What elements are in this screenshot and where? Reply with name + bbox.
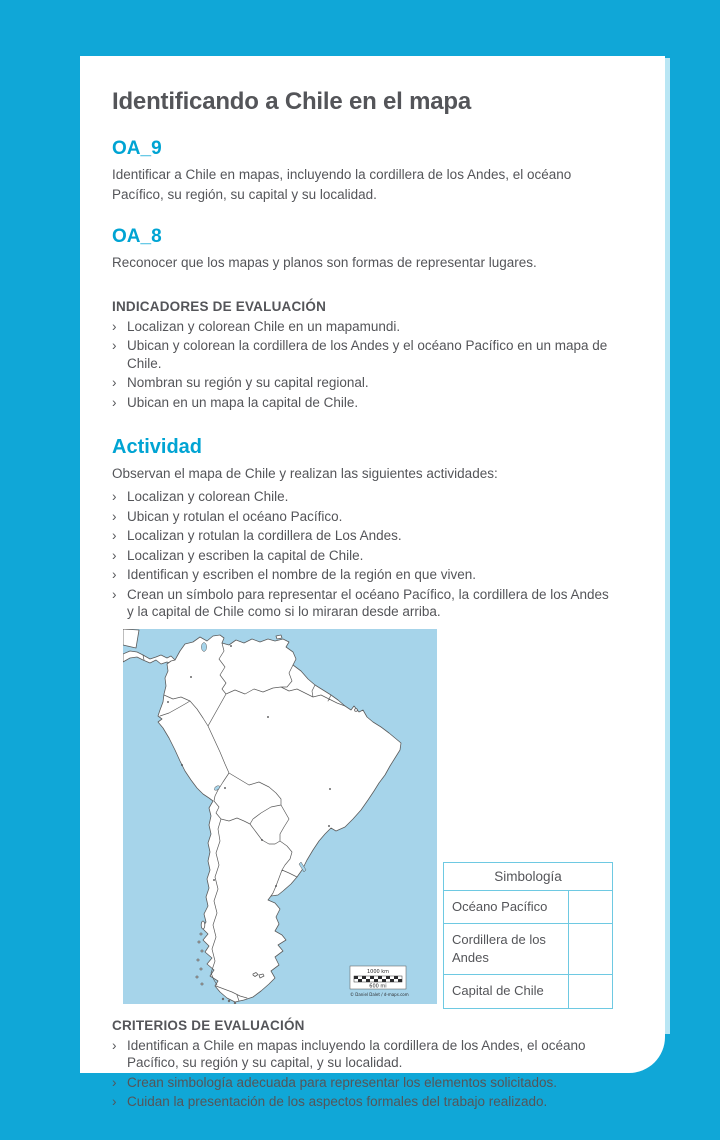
list-item-text: Identifican a Chile en mapas incluyendo la cordillera de los Andes, el océano Pacífico, su región y su capital, y su localidad. (127, 1037, 586, 1071)
list-item (112, 1074, 612, 1092)
actividad-list (112, 488, 612, 621)
oa8-description: Reconocer que los mapas y planos son formas de representar lugares. (112, 255, 537, 271)
list-item (112, 566, 612, 584)
list-item (112, 527, 612, 545)
list-item-text: Localizan y escriben la capital de Chile. (127, 547, 364, 563)
list-item-text: Localizan y colorean Chile. (127, 488, 289, 504)
page-title: Identificando a Chile en el mapa (112, 88, 472, 115)
chevron-bullet-icon: › (112, 567, 117, 583)
chevron-bullet-icon: › (112, 1037, 117, 1053)
chevron-bullet-icon: › (112, 394, 117, 410)
list-item (112, 374, 612, 392)
chevron-bullet-icon: › (112, 528, 117, 544)
criterios-heading: CRITERIOS DE EVALUACIÓN (112, 1017, 305, 1033)
list-item-text: Ubican en un mapa la capital de Chile. (127, 394, 359, 410)
list-item-text: Localizan y rotulan la cordillera de Los Andes. (127, 528, 402, 544)
chevron-bullet-icon: › (112, 338, 117, 354)
list-item (112, 1093, 612, 1111)
list-item-text: Crean simbología adecuada para representar los elementos solicitados. (127, 1074, 557, 1090)
table-row (444, 924, 613, 975)
oa9-description: Identificar a Chile en mapas, incluyendo la cordillera de los Andes, el océano Pacífico, su región, su capital y su localidad. (112, 167, 572, 202)
table-row (444, 890, 613, 923)
chevron-bullet-icon: › (112, 488, 117, 504)
list-item-text: Identifican y escriben el nombre de la región en que viven. (127, 567, 476, 583)
south-america-map (123, 629, 437, 1004)
simbologia-header: Simbología (444, 862, 613, 890)
oa9-heading: OA_9 (112, 138, 162, 159)
table-row (444, 975, 613, 1008)
symbol-drawing-cell (569, 924, 613, 975)
list-item (112, 547, 612, 565)
list-item (112, 488, 612, 506)
central-america-corner (123, 629, 139, 648)
symbol-drawing-cell (569, 890, 613, 923)
criterios-list (112, 1037, 612, 1111)
actividad-heading: Actividad (112, 436, 203, 459)
scale-bar (350, 966, 406, 990)
map-credit: © Daniel Dalet / d-maps.com (350, 991, 409, 997)
symbol-drawing-cell (569, 975, 613, 1008)
list-item-text: Crean un símbolo para representar el océano Pacífico, la cordillera de los Andes y la capital de Chile como si lo miraran desde arriba. (127, 586, 609, 620)
chevron-bullet-icon: › (112, 1074, 117, 1090)
indicadores-list (112, 318, 612, 412)
list-item (112, 394, 612, 412)
chevron-bullet-icon: › (112, 318, 117, 334)
chevron-bullet-icon: › (112, 586, 117, 602)
list-item-text: Localizan y colorean Chile en un mapamundi. (127, 318, 401, 334)
symbol-label: Océano Pacífico (444, 890, 569, 923)
list-item-text: Ubican y rotulan el océano Pacífico. (127, 508, 343, 524)
list-item-text: Cuidan la presentación de los aspectos formales del trabajo realizado. (127, 1094, 548, 1110)
list-item (112, 318, 612, 336)
lake-maracaibo (201, 642, 206, 651)
worksheet-page (80, 56, 665, 1110)
list-item-text: Nombran su región y su capital regional. (127, 375, 369, 391)
scale-mi-label: 600 mi (369, 983, 387, 990)
simbologia-table (443, 862, 613, 1009)
chevron-bullet-icon: › (112, 375, 117, 391)
list-item (112, 337, 612, 372)
list-item (112, 508, 612, 526)
simbologia-rows (444, 890, 613, 1008)
list-item (112, 1037, 612, 1072)
chevron-bullet-icon: › (112, 1094, 117, 1110)
scale-km-label: 1000 km (366, 968, 390, 975)
oa8-heading: OA_8 (112, 226, 162, 248)
list-item (112, 586, 612, 621)
map-and-legend-section (123, 629, 562, 1004)
list-item-text: Ubican y colorean la cordillera de los Andes y el océano Pacífico en un mapa de Chile. (127, 338, 608, 371)
chevron-bullet-icon: › (112, 547, 117, 563)
symbol-label: Capital de Chile (444, 975, 569, 1008)
indicadores-heading: INDICADORES DE EVALUACIÓN (112, 298, 327, 314)
symbol-label: Cordillera de los Andes (444, 924, 569, 975)
chevron-bullet-icon: › (112, 508, 117, 524)
actividad-intro: Observan el mapa de Chile y realizan las siguientes actividades: (112, 466, 498, 482)
